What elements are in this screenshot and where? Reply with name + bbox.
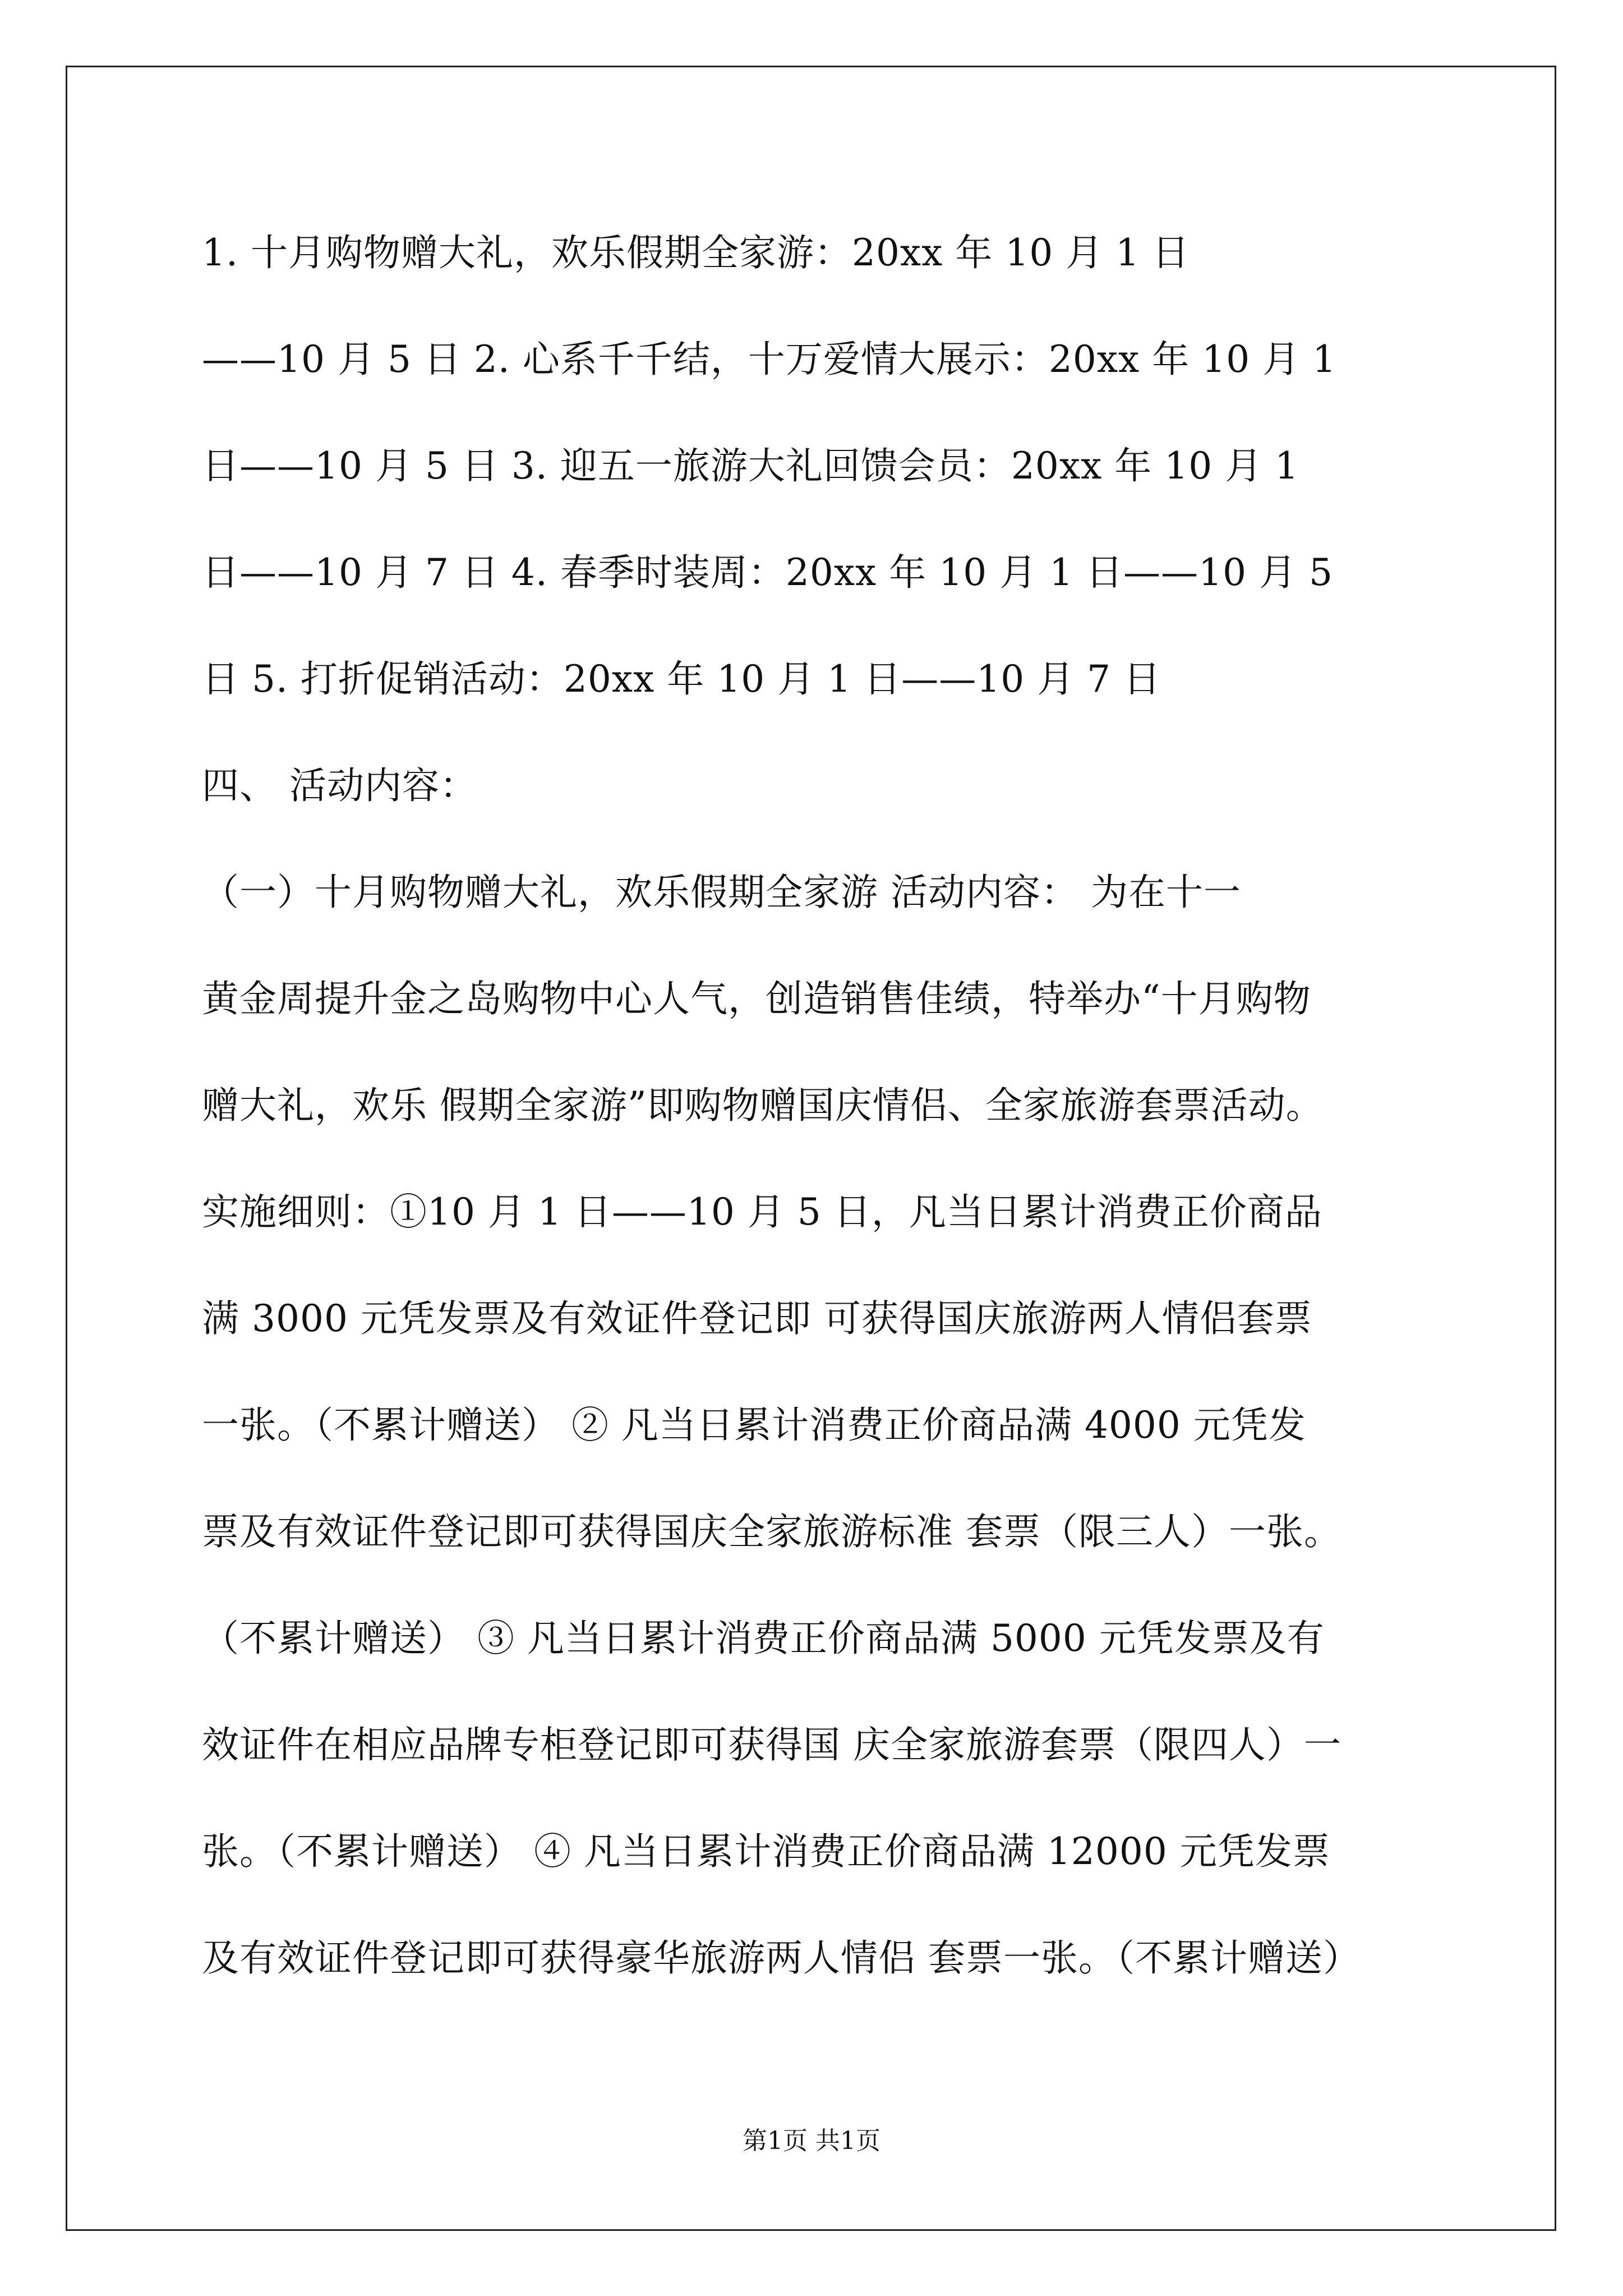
page-number: 第1页 共1页 xyxy=(743,2127,880,2155)
text-line: 1. 十月购物赠大礼，欢乐假期全家游：20xx 年 10 月 1 日 xyxy=(202,231,1190,274)
section-heading: 四、 活动内容： xyxy=(202,764,477,807)
text-line: 满 3000 元凭发票及有效证件登记即 可获得国庆旅游两人情侣套票 xyxy=(202,1297,1312,1340)
text-line: （不累计赠送） ③ 凡当日累计消费正价商品满 5000 元凭发票及有 xyxy=(202,1617,1325,1660)
text-line: 日——10 月 7 日 4. 春季时装周：20xx 年 10 月 1 日——10 月 5 xyxy=(202,551,1334,594)
text-line: 一张。（不累计赠送） ② 凡当日累计消费正价商品满 4000 元凭发 xyxy=(202,1404,1306,1447)
text-line: 日——10 月 5 日 3. 迎五一旅游大礼回馈会员：20xx 年 10 月 1 xyxy=(202,444,1299,487)
page-border xyxy=(66,66,1556,2231)
text-line: （一）十月购物赠大礼，欢乐假期全家游 活动内容： 为在十一 xyxy=(202,871,1241,914)
text-line: 及有效证件登记即可获得豪华旅游两人情侣 套票一张。（不累计赠送） xyxy=(202,1936,1361,1980)
text-line: 实施细则：①10 月 1 日——10 月 5 日，凡当日累计消费正价商品 xyxy=(202,1190,1322,1234)
text-line: 张。（不累计赠送） ④ 凡当日累计消费正价商品满 12000 元凭发票 xyxy=(202,1830,1330,1873)
text-line: 效证件在相应品牌专柜登记即可获得国 庆全家旅游套票（限四人）一 xyxy=(202,1723,1341,1766)
text-line: 日 5. 打折促销活动：20xx 年 10 月 1 日——10 月 7 日 xyxy=(202,657,1161,701)
text-line: ——10 月 5 日 2. 心系千千结，十万爱情大展示：20xx 年 10 月 1 xyxy=(202,338,1337,381)
text-line: 黄金周提升金之岛购物中心人气，创造销售佳绩，特举办“十月购物 xyxy=(202,977,1311,1020)
text-line: 赠大礼，欢乐 假期全家游”即购物赠国庆情侣、全家旅游套票活动。 xyxy=(202,1084,1324,1127)
text-line: 票及有效证件登记即可获得国庆全家旅游标准 套票（限三人）一张。 xyxy=(202,1510,1341,1553)
